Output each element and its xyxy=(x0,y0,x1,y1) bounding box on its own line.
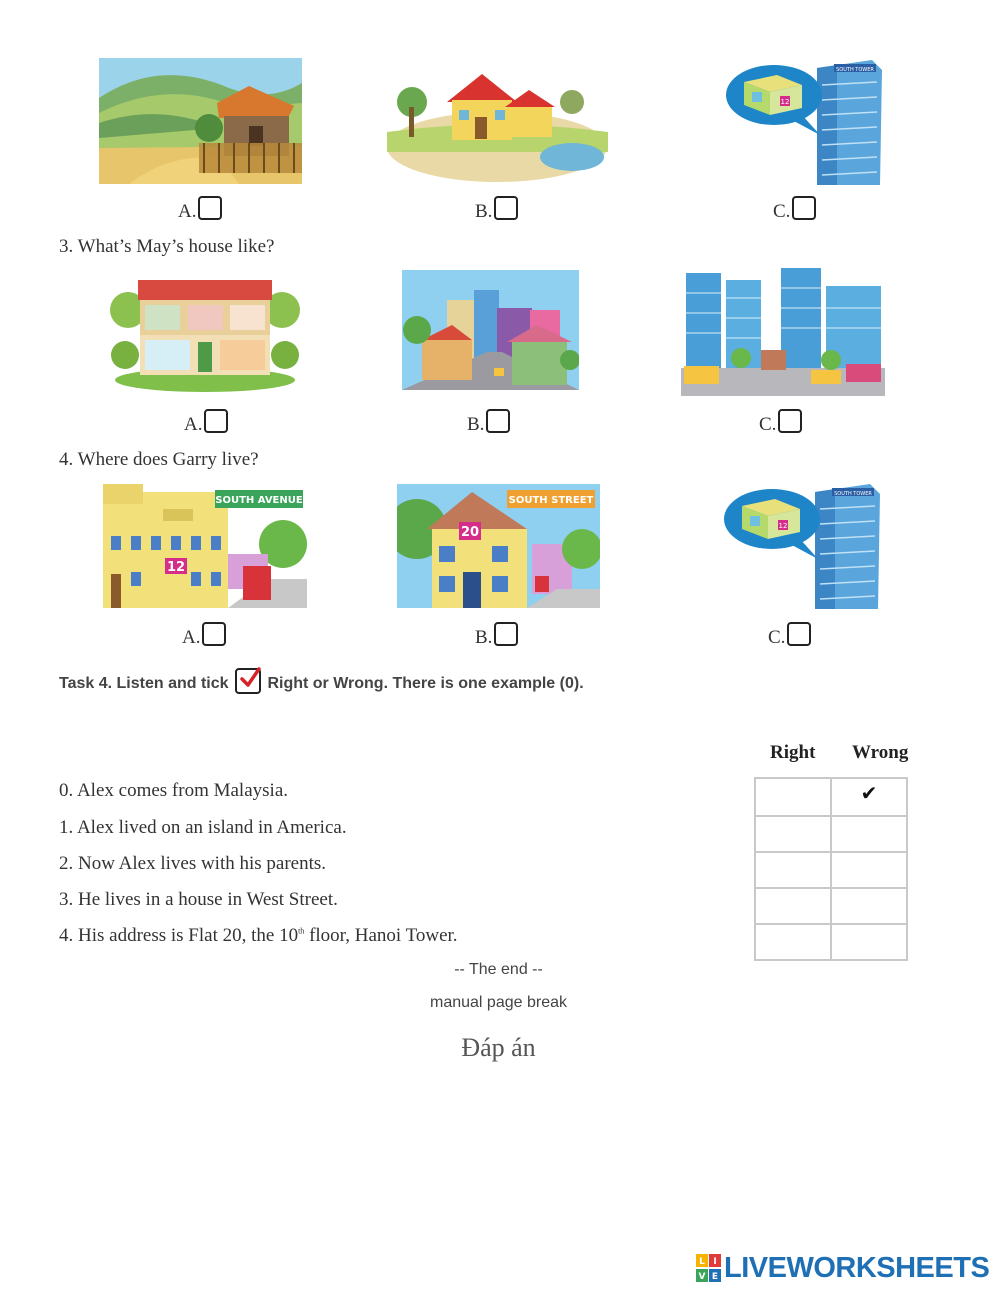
town-street-houses-image xyxy=(402,270,579,390)
svg-text:V: V xyxy=(698,1272,706,1282)
table-row xyxy=(755,852,907,888)
column-right-header: Right xyxy=(770,742,816,763)
svg-text:SOUTH AVENUE: SOUTH AVENUE xyxy=(215,495,303,506)
ordinal-suffix: th xyxy=(298,926,305,936)
q2-option-b xyxy=(475,196,518,223)
table-row xyxy=(755,778,907,816)
statement-0: 0. Alex comes from Malaysia. xyxy=(59,780,289,801)
two-storey-house-cutaway-image xyxy=(110,270,300,392)
right-wrong-table xyxy=(754,777,908,961)
q3-option-a xyxy=(184,409,228,436)
row-2-wrong-cell[interactable] xyxy=(831,852,907,888)
q2-option-c xyxy=(773,196,816,223)
statement-3: 3. He lives in a house in West Street. xyxy=(59,889,338,910)
page-break-text: manual page break xyxy=(430,994,567,1011)
south-tower-flat-image-1 xyxy=(722,60,882,185)
row-2-right-cell[interactable] xyxy=(755,852,831,888)
table-row xyxy=(755,816,907,852)
option-b-label: B. xyxy=(467,414,485,435)
q3-option-b xyxy=(467,409,510,436)
south-avenue-building-image xyxy=(103,484,307,608)
q2-option-c-checkbox[interactable] xyxy=(792,196,816,220)
country-house-pond-image xyxy=(387,62,608,182)
q4-option-b-checkbox[interactable] xyxy=(494,622,518,646)
svg-text:SOUTH TOWER: SOUTH TOWER xyxy=(834,491,872,497)
option-c-label: C. xyxy=(773,201,791,222)
q4-option-a-checkbox[interactable] xyxy=(202,622,226,646)
task-4-title-start: Task 4. Listen and tick xyxy=(59,675,229,692)
q4-option-c-checkbox[interactable] xyxy=(787,622,811,646)
q4-option-a xyxy=(182,622,226,649)
statement-4 xyxy=(59,925,458,947)
row-0-right-cell[interactable] xyxy=(755,778,831,816)
answer-key-heading: Đáp án xyxy=(461,1033,536,1062)
logo-blocks-icon xyxy=(696,1254,722,1284)
row-4-wrong-cell[interactable] xyxy=(831,924,907,960)
row-1-right-cell[interactable] xyxy=(755,816,831,852)
brand-name: LIVEWORKSHEETS xyxy=(724,1252,990,1284)
svg-text:L: L xyxy=(699,1257,705,1267)
statement-1: 1. Alex lived on an island in America. xyxy=(59,817,347,838)
row-3-wrong-cell[interactable] xyxy=(831,888,907,924)
column-wrong-header: Wrong xyxy=(852,742,909,763)
svg-text:SOUTH TOWER: SOUTH TOWER xyxy=(836,67,874,73)
option-c-label: C. xyxy=(768,627,786,648)
option-c-label: C. xyxy=(759,414,777,435)
q2-option-a-checkbox[interactable] xyxy=(198,196,222,220)
q2-option-a xyxy=(178,196,222,223)
check-mark-icon: ✔ xyxy=(860,781,878,805)
the-end-text: -- The end -- xyxy=(454,961,543,978)
q3-option-a-checkbox[interactable] xyxy=(204,409,228,433)
q3-option-b-checkbox[interactable] xyxy=(486,409,510,433)
q2-option-b-checkbox[interactable] xyxy=(494,196,518,220)
row-0-wrong-cell[interactable] xyxy=(831,778,907,816)
row-3-right-cell[interactable] xyxy=(755,888,831,924)
statement-4-start: 4. His address is Flat 20, the 10 xyxy=(59,925,299,946)
svg-text:SOUTH STREET: SOUTH STREET xyxy=(508,495,594,506)
table-row xyxy=(755,924,907,960)
city-skyscrapers-image xyxy=(681,268,885,396)
hill-farmhouse-image xyxy=(99,58,302,184)
svg-text:12: 12 xyxy=(778,522,788,530)
option-a-label: A. xyxy=(182,627,201,648)
svg-text:20: 20 xyxy=(460,525,480,540)
task-4-title-end: Right or Wrong. There is one example (0). xyxy=(267,675,584,692)
option-b-label: B. xyxy=(475,201,493,222)
south-tower-flat-image-2 xyxy=(720,484,880,609)
option-a-label: A. xyxy=(178,201,197,222)
task-4-title xyxy=(59,668,584,694)
row-1-wrong-cell[interactable] xyxy=(831,816,907,852)
q4-option-c xyxy=(768,622,811,649)
option-b-label: B. xyxy=(475,627,493,648)
table-row xyxy=(755,888,907,924)
south-street-house-image xyxy=(397,484,600,608)
q3-option-c-checkbox[interactable] xyxy=(778,409,802,433)
svg-text:E: E xyxy=(711,1272,719,1282)
q4-option-b xyxy=(475,622,518,649)
question-3: 3. What’s May’s house like? xyxy=(59,236,275,257)
tick-icon xyxy=(235,668,261,694)
statement-4-end: floor, Hanoi Tower. xyxy=(304,925,458,946)
question-4: 4. Where does Garry live? xyxy=(59,449,259,470)
statement-2: 2. Now Alex lives with his parents. xyxy=(59,853,327,874)
option-a-label: A. xyxy=(184,414,203,435)
row-4-right-cell[interactable] xyxy=(755,924,831,960)
svg-text:12: 12 xyxy=(166,560,186,575)
q3-option-c xyxy=(759,409,802,436)
svg-text:12: 12 xyxy=(780,98,790,106)
svg-text:I: I xyxy=(713,1257,717,1267)
